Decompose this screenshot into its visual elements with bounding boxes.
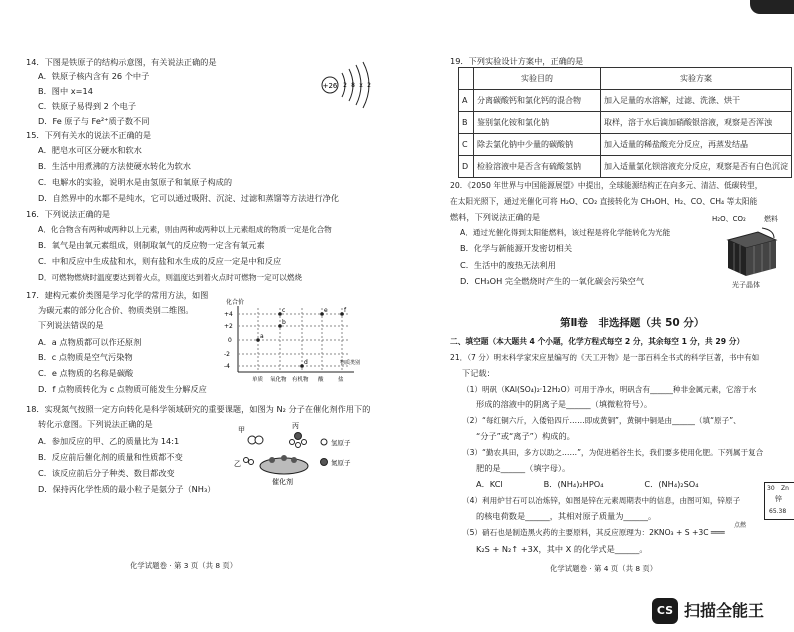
q21-line-4: 形成的溶液中的阴离子是______（填微粒符号）。 [476, 399, 653, 409]
row-scheme: 加入适量氯化钡溶液充分反应，观察是否有白色沉淀 [601, 156, 792, 178]
legend-nitrogen: 氮原子 [331, 459, 351, 467]
q21-line-8: 肥的是______（填字母）。 [476, 463, 571, 473]
label-bing: 丙 [292, 422, 299, 430]
reaction-condition: 点燃 [734, 522, 747, 529]
row-label: B [459, 112, 474, 134]
q21-line-2: 下记载： [462, 368, 495, 378]
q19-stem: 19．下列实验设计方案中，正确的是 [450, 56, 584, 66]
point-c: c [282, 307, 286, 314]
q17-stem-line-3: 下列说法错误的是 [38, 320, 104, 330]
q17-stem-line-2: 为碳元素的部分化合价、物质类别二维图。 [38, 305, 194, 315]
nitrogen-catalyst-diagram [228, 418, 372, 500]
photonic-crystal-image [712, 214, 792, 294]
ytick-0: 0 [228, 337, 232, 344]
q21-line-10: （4）利用炉甘石可以冶炼锌，如图是锌在元素周期表中的信息，由图可知，锌原子 [462, 496, 741, 505]
legend-hydrogen: 氢原子 [331, 439, 351, 447]
q19-table [458, 67, 792, 178]
xcat-organic: 有机物 [292, 377, 309, 383]
row-label: A [459, 90, 474, 112]
row-purpose: 检验溶液中是否含有硫酸氢钠 [474, 156, 601, 178]
shell-1-count: 2 [343, 82, 347, 89]
shell-4-count: 2 [367, 82, 371, 89]
q14-option-a: A．铁原子核内含有 26 个中子 [38, 71, 150, 81]
q18-option-a: A．参加反应的甲、乙的质量比为 14:1 [38, 436, 180, 446]
xcat-salt: 盐 [338, 377, 344, 383]
xcat-oxide: 氧化物 [270, 377, 287, 383]
label-yi: 乙 [234, 460, 241, 468]
q16-option-b: B．氧气是由氧元素组成，则制取氧气的反应物一定含有氧元素 [38, 240, 265, 250]
row-scheme: 加入足量的水溶解，过滤、洗涤、烘干 [601, 90, 792, 112]
q20-option-d: D．CH₃OH 完全燃烧时产生的一氧化碳会污染空气 [460, 276, 645, 286]
q14-option-d: D．Fe 原子与 Fe²⁺质子数不同 [38, 116, 150, 126]
camscanner-logo-icon: CS [652, 598, 678, 624]
header-scheme: 实验方案 [601, 68, 792, 90]
table-row [459, 112, 792, 134]
q21-line-12: （5）硝石也是制造黑火药的主要原料，其反应原理为：2KNO₃ + S +3C ═══ [462, 528, 725, 537]
nucleus-label: +26 [322, 82, 338, 90]
ytick-plus2: +2 [224, 323, 233, 330]
row-purpose: 鉴别氯化铵和氯化钠 [474, 112, 601, 134]
q18-option-b: B．反应前后催化剂的质量和性质都不变 [38, 452, 183, 462]
part-2-title: 二、填空题（本大题共 4 个小题，化学方程式每空 2 分，其余每空 1 分，共 29 分） [450, 337, 745, 346]
carbon-valence-class-chart [222, 296, 362, 384]
chart-xlabel: 物质类别 [340, 360, 361, 366]
q20-line-1: 20．《2050 年世界与中国能源展望》中提出，全球能源结构正在向多元、清洁、低碳转型， [450, 181, 763, 190]
point-e: e [324, 307, 328, 314]
q17-option-d: D．f 点物质转化为 c 点物质可能发生分解反应 [38, 384, 207, 394]
q21-line-3: （1）明矾（KAl(SO₄)₂·12H₂O）可用于净水，明矾含有______种非金属元素，它溶于水 [462, 385, 757, 394]
q21-line-7: （3）“勤农具田，多方以助之……”，为促进稻谷生长，我们要多使用化肥。下列属于复合 [462, 448, 764, 457]
q14-option-c: C．铁原子易得到 2 个电子 [38, 101, 137, 111]
row-purpose: 分离碳酸钙和氯化钙的混合物 [474, 90, 601, 112]
q21-line-6: “分子”或“离子”）构成的。 [476, 431, 575, 441]
ytick-minus2: -2 [224, 351, 230, 358]
row-scheme: 加入适量的稀盐酸充分反应，再蒸发结晶 [601, 134, 792, 156]
q15-option-a: A．肥皂水可区分硬水和软水 [38, 145, 142, 155]
xcat-acid: 酸 [318, 377, 324, 383]
row-purpose: 除去氯化钠中少量的碳酸钠 [474, 134, 601, 156]
q20-option-a: A．通过光催化得到太阳能燃料，该过程是将化学能转化为光能 [460, 228, 671, 237]
q20-line-2: 在太阳光照下，通过光催化可将 H₂O、CO₂ 直接转化为 CH₃OH、H₂、CO、CH₄ 等太阳能 [450, 197, 758, 206]
q18-stem-line-2: 转化示意图。下列说法正确的是 [38, 419, 153, 429]
q18-option-d: D．保持丙化学性质的最小粒子是氨分子（NH₃） [38, 484, 216, 494]
label-catalyst: 催化剂 [272, 478, 293, 486]
row-label: C [459, 134, 474, 156]
q20-option-b: B．化学与新能源开发密切相关 [460, 243, 573, 253]
zinc-name: 锌 [775, 495, 782, 503]
watermark-text: 扫描全能王 [684, 601, 765, 620]
page-3-footer: 化学试题卷 · 第 3 页（共 8 页） [130, 561, 238, 570]
q17-option-c: C．e 点物质的名称是碳酸 [38, 368, 134, 378]
zinc-symbol: Zn [781, 485, 789, 492]
q18-stem-line-1: 18．实现氮气按照一定方向转化是科学领域研究的重要课题，如图为 N₂ 分子在催化剂作用下的 [26, 404, 371, 414]
q21-line-5: （2）“每红铜六斤，入倭铅四斤……即成黄铜”，黄铜中铜是由______（填“原子”、 [462, 416, 741, 425]
q21-line-1: 21．（7 分）明末科学家宋应星编写的《天工开物》是一部百科全书式的科学巨著，书中有如 [450, 353, 760, 362]
crystal-caption: 光子晶体 [732, 281, 760, 289]
q17-option-a: A．a 点物质都可以作还原剂 [38, 337, 142, 347]
q16-option-a: A．化合物含有两种或两种以上元素，则由两种或两种以上元素组成的物质一定是化合物 [38, 225, 332, 234]
q14-option-b: B．图中 x=14 [38, 86, 93, 96]
q15-option-d: D．自然界中的水都不是纯水，它可以通过吸附、沉淀、过滤和蒸馏等方法进行净化 [38, 193, 340, 203]
section-title: 第Ⅱ卷 非选择题（共 50 分） [560, 317, 705, 329]
q21-line-13: K₂S + N₂↑ +3X，其中 X 的化学式是______。 [476, 544, 648, 554]
q16-stem: 16．下列说法正确的是 [26, 209, 111, 219]
page-4 [420, 0, 794, 632]
table-row [459, 90, 792, 112]
point-b: b [282, 319, 286, 326]
q20-line-3: 燃料，下列说法正确的是 [450, 212, 541, 222]
q15-option-b: B．生活中用煮沸的方法使硬水转化为软水 [38, 161, 191, 171]
table-row [459, 156, 792, 178]
header-purpose: 实验目的 [474, 68, 601, 90]
shell-3-count: x [359, 82, 363, 89]
zinc-element-card [764, 482, 794, 520]
chart-ylabel: 化合价 [226, 299, 245, 306]
shell-2-count: 8 [351, 82, 355, 89]
row-scheme: 取样，溶于水后滴加硝酸银溶液，观察是否浑浊 [601, 112, 792, 134]
ytick-plus4: +4 [224, 311, 233, 318]
q15-stem: 15．下列有关水的说法不正确的是 [26, 130, 152, 140]
ytick-minus4: -4 [224, 363, 230, 370]
atom-structure-diagram [318, 60, 398, 110]
point-f: f [344, 307, 347, 314]
point-a: a [260, 333, 264, 340]
row-label: D [459, 156, 474, 178]
q15-option-c: C．电解水的实验，说明水是由氢原子和氧原子构成的 [38, 177, 233, 187]
scanner-watermark [652, 598, 792, 624]
point-d: d [304, 359, 308, 366]
q21-line-11: 的核电荷数是______，其相对原子质量为______。 [476, 511, 657, 521]
label-jia: 甲 [238, 426, 245, 434]
zinc-number: 30 [767, 485, 775, 492]
crystal-cube-icon [718, 226, 782, 278]
q17-option-b: B．c 点物质是空气污染物 [38, 352, 133, 362]
q17-stem-line-1: 17．建构元素价类图是学习化学的常用方法，如图 [26, 290, 209, 300]
q20-option-c: C．生活中的废热无法利用 [460, 260, 556, 270]
table-header-row [459, 68, 792, 90]
q14-stem: 14．下图是铁原子的结构示意图，有关说法正确的是 [26, 57, 217, 67]
q16-option-c: C．中和反应中生成盐和水，则有盐和水生成的反应一定是中和反应 [38, 256, 282, 266]
q16-option-d: D．可燃物燃烧时温度要达到着火点，则温度达到着火点时可燃物一定可以燃烧 [38, 273, 303, 282]
page-4-footer: 化学试题卷 · 第 4 页（共 8 页） [550, 564, 658, 573]
xcat-element: 单质 [252, 377, 264, 383]
table-row [459, 134, 792, 156]
q18-option-c: C．该反应前后分子种类、数目都改变 [38, 468, 175, 478]
crystal-input-label: H₂O、CO₂ [712, 215, 746, 223]
zinc-mass: 65.38 [769, 508, 787, 515]
q21-line-9: A．KCl B．(NH₄)₂HPO₄ C．(NH₄)₂SO₄ [476, 479, 699, 489]
crystal-output-label: 燃料 [764, 215, 778, 223]
